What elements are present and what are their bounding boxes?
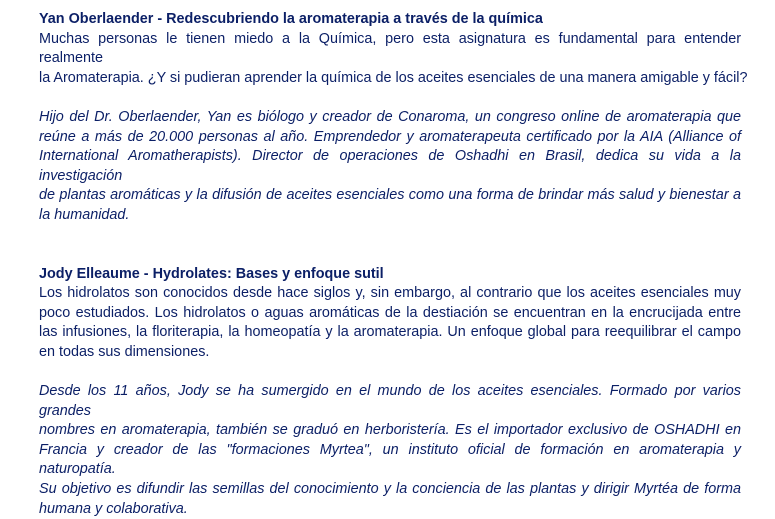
text-line: en todas sus dimensiones. bbox=[39, 343, 210, 360]
text-line: International Aromatherapists). Director de operaciones de Oshadhi en Brasil, dedica su vida a la investigación bbox=[39, 148, 741, 184]
bio-paragraph bbox=[39, 108, 741, 226]
text-line: Los hidrolatos son conocidos desde hace siglos y, sin embargo, al contrario que los aceites esenciales muy bbox=[39, 285, 741, 302]
text-line: nombres en aromaterapia, también se graduó en herboristería. Es el importador exclusivo de OSHADHI en bbox=[39, 422, 741, 439]
section-title: Yan Oberlaender - Redescubriendo la aromaterapia a través de la química bbox=[39, 11, 543, 27]
intro-paragraph bbox=[39, 30, 748, 89]
section-yan-oberlaender bbox=[39, 10, 748, 226]
text-line: Hijo del Dr. Oberlaender, Yan es biólogo y creador de Conaroma, un congreso online de aromaterapia que bbox=[39, 108, 741, 125]
text-line: reúne a más de 20.000 personas al año. Emprendedor y aromaterapeuta certificado por la AIA (Alliance of bbox=[39, 128, 741, 145]
intro-paragraph bbox=[39, 284, 741, 362]
text-line: naturopatía. bbox=[39, 461, 116, 478]
bio-paragraph bbox=[39, 382, 741, 519]
text-line: humana y colaborativa. bbox=[39, 500, 188, 517]
text-line: la humanidad. bbox=[39, 206, 130, 223]
text-line: Su objetivo es difundir las semillas del conocimiento y la conciencia de las plantas y dirigir Myrtéa de forma bbox=[39, 481, 741, 498]
text-line: Francia y creador de las "formaciones Myrtea", un instituto oficial de formación en aromaterapia y bbox=[39, 441, 741, 458]
text-line: las infusiones, la floriterapia, la homeopatía y la aromaterapia. Un enfoque global para reequilibrar el campo bbox=[39, 324, 741, 341]
text-line: Desde los 11 años, Jody se ha sumergido en el mundo de los aceites esenciales. Formado por varios grandes bbox=[39, 383, 741, 419]
section-jody-elleaume bbox=[39, 265, 741, 519]
text-line: la Aromaterapia. ¿Y si pudieran aprender la química de los aceites esenciales de una manera amigable y fácil? bbox=[39, 69, 748, 86]
text-line: de plantas aromáticas y la difusión de aceites esenciales como una forma de brindar más salud y bienestar a bbox=[39, 187, 741, 204]
text-line: Muchas personas le tienen miedo a la Química, pero esta asignatura es fundamental para entender realmente bbox=[39, 30, 741, 67]
section-title: Jody Elleaume - Hydrolates: Bases y enfoque sutil bbox=[39, 265, 384, 282]
text-line: poco estudiados. Los hidrolatos o aguas aromáticas de la destiación se encuentran en la encrucijada entre bbox=[39, 304, 741, 321]
